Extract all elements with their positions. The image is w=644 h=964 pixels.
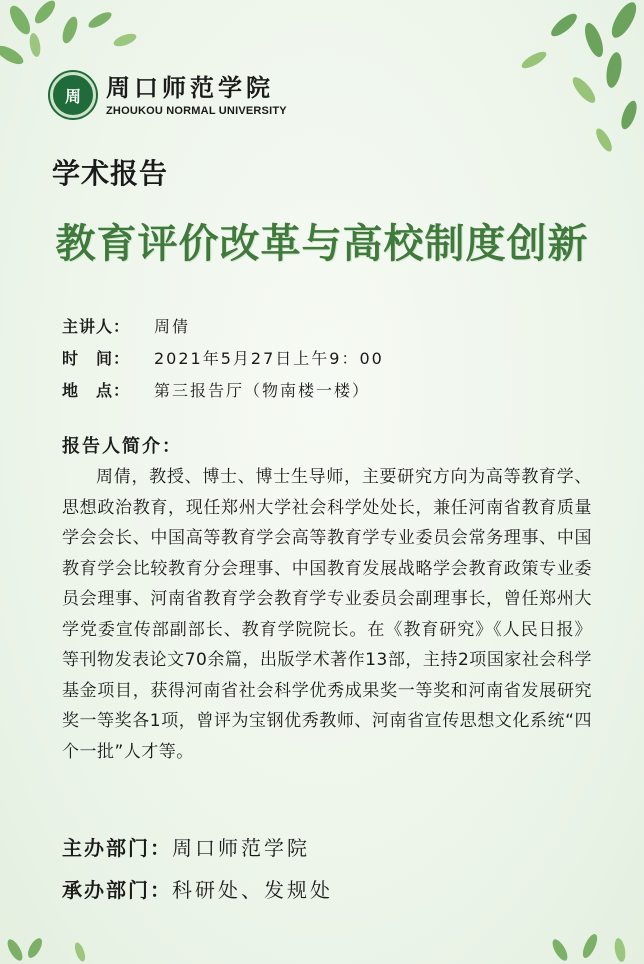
time-row [62,346,384,369]
undertaker-row [62,874,333,903]
leaf-decoration-bottom [0,920,644,964]
bio-text: 周倩，教授、博士、博士生导师，主要研究方向为高等教育学、思想政治教育，现任郑州大学社会科学处处长，兼任河南省教育质量学会会长、中国高等教育学会高等教育学专业委员会常务理事、中国教育学会比较教育分会理事、中国教育发展战略学会教育政策专业委员会理事、河南省教育学会教育学专业委员会副理事长，曾任郑州大学党委宣传部副部长、教育学院院长。在《教育研究》《人民日报》等刊物发表论文70余篇，出版学术著作13部，主持2项国家社会科学基金项目，获得河南省社会科学优秀成果奖一等奖和河南省发展研究奖一等奖各1项，曾评为宝钢优秀教师、河南省宣传思想文化系统“四个一批”人才等。 [62,467,592,762]
host-value: 周口师范学院 [172,836,310,860]
bio-heading: 报告人简介： [62,436,182,457]
speaker-label: 主讲人： [62,317,131,336]
place-row [62,378,370,401]
place-label: 地 点： [62,381,131,400]
time-label: 时 间： [62,349,131,368]
undertaker-value: 科研处、发规处 [172,878,333,902]
university-name-cn: 周口师范学院 [106,72,274,102]
host-row [62,832,310,861]
university-name-en: ZHOUKOU NORMAL UNIVERSITY [106,104,287,117]
place-value: 第三报告厅（物南楼一楼） [154,381,371,400]
university-logo [50,72,287,118]
speaker-row [62,314,190,337]
speaker-value: 周倩 [154,317,191,336]
university-seal-icon: 周 [50,72,96,118]
leaf-decoration-top-right [494,0,644,170]
report-title: 教育评价改革与高校制度创新 [55,220,589,267]
host-label: 主办部门： [62,836,172,860]
time-value: 2021年5月27日上午9：00 [154,349,384,368]
report-type-heading: 学术报告 [52,157,169,190]
undertaker-label: 承办部门： [62,878,172,902]
